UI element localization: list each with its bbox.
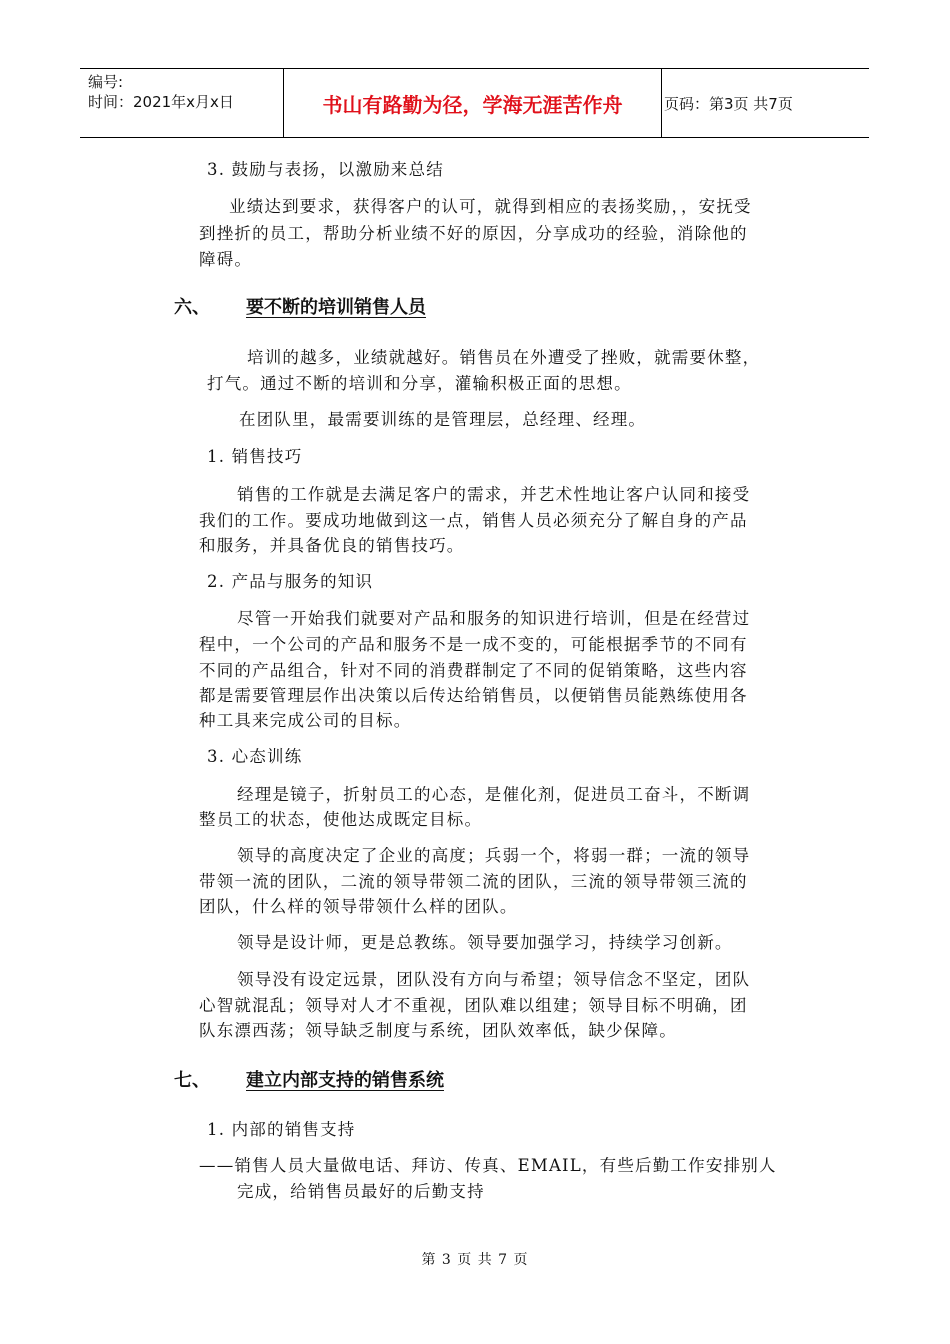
paragraph-line: 领导没有设定远景，团队没有方向与希望；领导信念不坚定，团队 xyxy=(237,970,751,989)
header-meta xyxy=(80,69,283,137)
paragraph-line: 销售的工作就是去满足客户的需求，并艺术性地让客户认同和接受 xyxy=(237,485,751,504)
paragraph-line: 经理是镜子，折射员工的心态，是催化剂，促进员工奋斗，不断调 xyxy=(237,785,751,804)
list-item-heading: 3. 心态训练 xyxy=(207,747,303,766)
page-footer: 第 3 页 共 7 页 xyxy=(421,1252,529,1268)
paragraph-line: 完成，给销售员最好的后勤支持 xyxy=(237,1182,485,1201)
section-title: 要不断的培训销售人员 xyxy=(246,297,426,318)
paragraph-line: 在团队里，最需要训练的是管理层，总经理、经理。 xyxy=(239,410,647,429)
paragraph-line: 业绩达到要求，获得客户的认可，就得到相应的表扬奖励，，安抚受 xyxy=(229,197,752,216)
section-title: 建立内部支持的销售系统 xyxy=(246,1070,444,1091)
paragraph-line: 障碍。 xyxy=(199,250,253,269)
paragraph-line: 都是需要管理层作出决策以后传达给销售员，以便销售员能熟练使用各 xyxy=(199,686,748,705)
list-item-heading: 2. 产品与服务的知识 xyxy=(207,572,374,591)
paragraph-line: 心智就混乱；领导对人才不重视，团队难以组建；领导目标不明确，团 xyxy=(199,996,748,1015)
list-item-heading: 1. 销售技巧 xyxy=(207,447,303,466)
paragraph-line: 培训的越多，业绩就越好。销售员在外遭受了挫败，就需要休整， xyxy=(247,348,761,367)
paragraph-line: 整员工的状态，使他达成既定目标。 xyxy=(199,810,483,829)
paragraph-line: ——销售人员大量做电话、拜访、传真、EMAIL，有些后勤工作安排别人 xyxy=(199,1156,777,1175)
paragraph-line: 带领一流的团队，二流的领导带领二流的团队，三流的领导带领三流的 xyxy=(199,872,748,891)
page-header xyxy=(80,68,869,138)
page-code-text: 页码：第3页 共7页 xyxy=(664,94,793,113)
paragraph-line: 领导是设计师，更是总教练。领导要加强学习，持续学习创新。 xyxy=(237,933,733,952)
section-number: 六、 xyxy=(174,297,210,318)
paragraph-line: 队东漂西荡；领导缺乏制度与系统，团队效率低，缺少保障。 xyxy=(199,1021,677,1040)
section-heading-6 xyxy=(174,299,594,323)
paragraph-line: 尽管一开始我们就要对产品和服务的知识进行培训，但是在经营过 xyxy=(237,609,751,628)
paragraph-line: 种工具来完成公司的目标。 xyxy=(199,711,412,730)
paragraph-line: 到挫折的员工，帮助分析业绩不好的原因，分享成功的经验，消除他的 xyxy=(199,224,748,243)
paragraph-line: 团队，什么样的领导带领什么样的团队。 xyxy=(199,897,518,916)
paragraph-line: 程中，一个公司的产品和服务不是一成不变的，可能根据季节的不同有 xyxy=(199,635,748,654)
section-number: 七、 xyxy=(174,1070,210,1091)
header-motto: 书山有路勤为径，学海无涯苦作舟 xyxy=(283,69,662,137)
paragraph-line: 打气。通过不断的培训和分享，灌输积极正面的思想。 xyxy=(207,374,632,393)
paragraph-line: 和服务，并具备优良的销售技巧。 xyxy=(199,536,465,555)
list-item-heading: 3. 鼓励与表扬，以激励来总结 xyxy=(207,160,444,179)
header-page-code xyxy=(662,69,869,137)
paragraph-line: 不同的产品组合，针对不同的消费群制定了不同的促销策略，这些内容 xyxy=(199,661,748,680)
paragraph-line: 我们的工作。要成功地做到这一点，销售人员必须充分了解自身的产品 xyxy=(199,511,748,530)
section-heading-7 xyxy=(174,1072,594,1096)
time-label: 时间：2021年x月x日 xyxy=(88,93,234,111)
paragraph-line: 领导的高度决定了企业的高度；兵弱一个，将弱一群；一流的领导 xyxy=(237,846,751,865)
number-label: 编号: xyxy=(88,73,124,91)
list-item-heading: 1. 内部的销售支持 xyxy=(207,1120,356,1139)
